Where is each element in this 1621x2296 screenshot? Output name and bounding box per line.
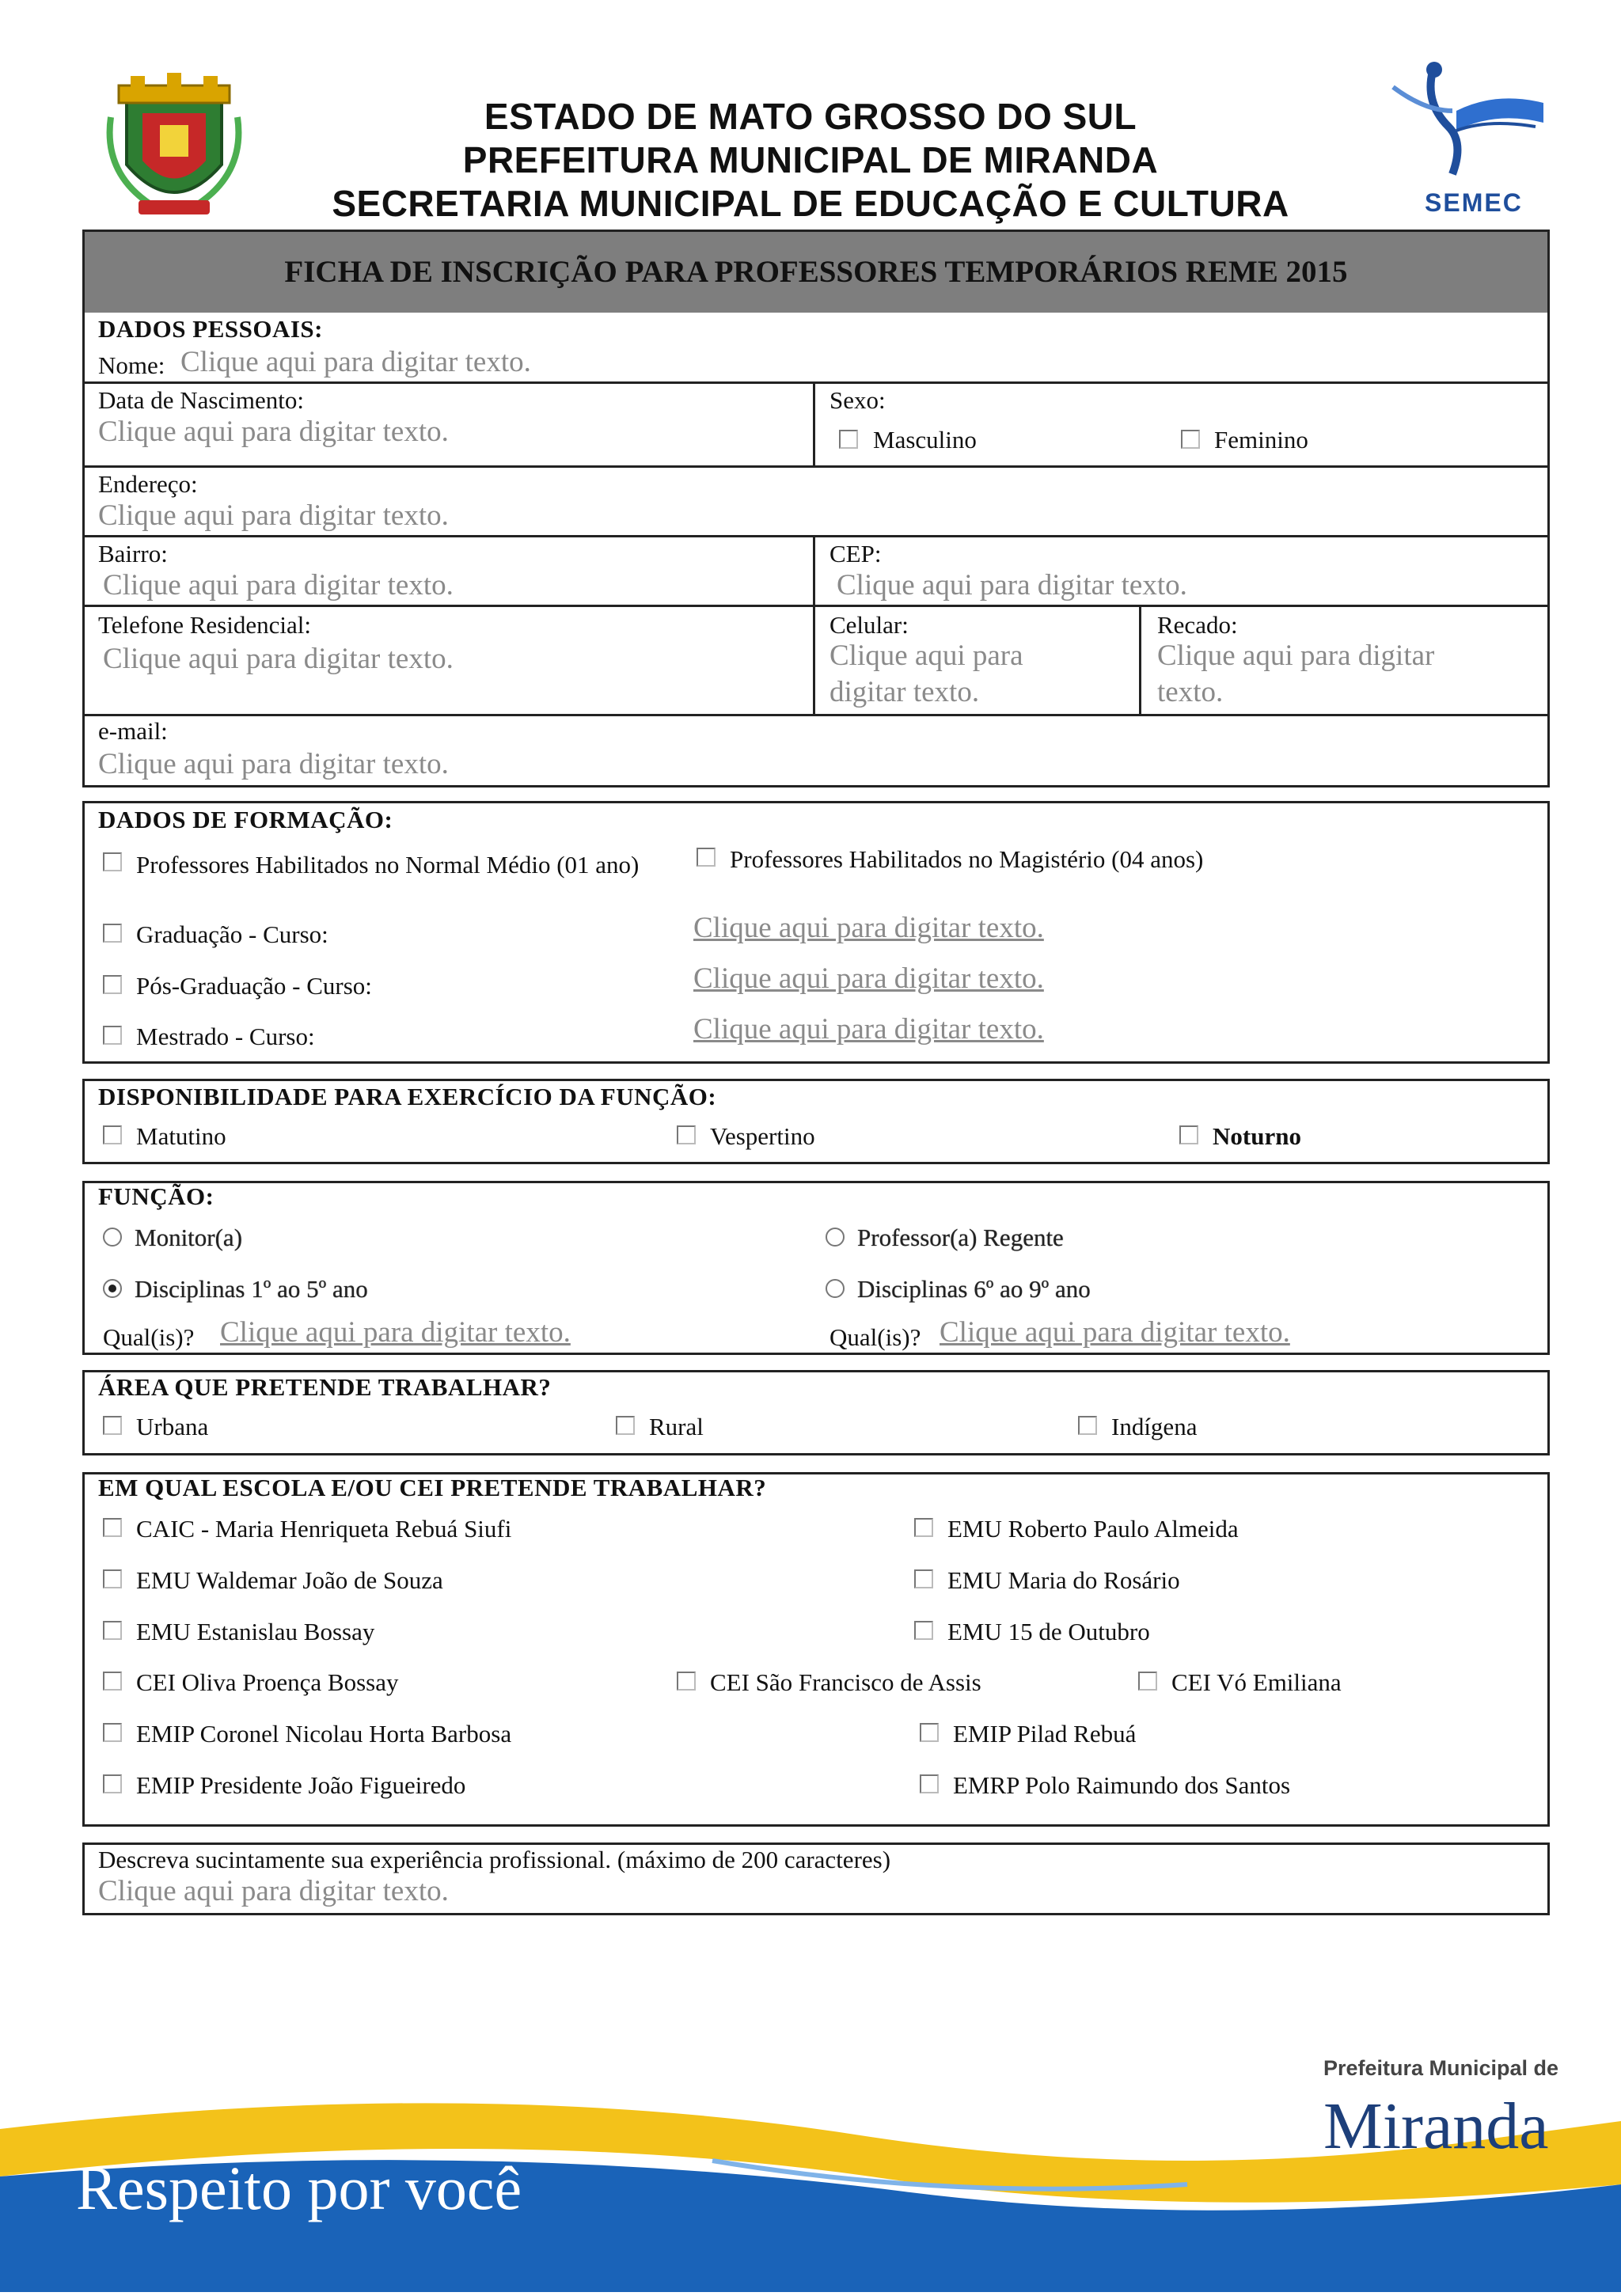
matutino-checkbox[interactable]	[103, 1125, 122, 1144]
school-label: EMU Waldemar João de Souza	[136, 1566, 443, 1594]
vespertino-label: Vespertino	[710, 1122, 815, 1150]
nome-input[interactable]: Clique aqui para digitar texto.	[180, 346, 531, 378]
mestrado-label: Mestrado - Curso:	[136, 1023, 315, 1050]
feminino-checkbox[interactable]	[1181, 430, 1200, 449]
regente-label: Professor(a) Regente	[857, 1224, 1064, 1251]
graduacao-label: Graduação - Curso:	[136, 920, 328, 948]
personal-data-heading: DADOS PESSOAIS:	[98, 315, 323, 343]
school-label: CAIC - Maria Henriqueta Rebuá Siufi	[136, 1515, 512, 1543]
form-title: FICHA DE INSCRIÇÃO PARA PROFESSORES TEMPORÁRIOS REME 2015	[284, 255, 1348, 289]
quais-label-left: Qual(is)?	[103, 1323, 195, 1351]
recado-input-line2[interactable]: texto.	[1157, 676, 1224, 708]
masculino-label: Masculino	[873, 426, 977, 454]
school-label: CEI Vó Emiliana	[1171, 1668, 1342, 1696]
school-checkbox[interactable]	[920, 1774, 939, 1793]
education-heading: DADOS DE FORMAÇÃO:	[98, 806, 393, 833]
quais-label-right: Qual(is)?	[829, 1323, 921, 1351]
school-checkbox[interactable]	[914, 1569, 933, 1588]
school-label: CEI São Francisco de Assis	[710, 1668, 981, 1696]
school-checkbox[interactable]	[103, 1569, 122, 1588]
sexo-label: Sexo:	[829, 386, 886, 414]
normal-medio-label: Professores Habilitados no Normal Médio (01 ano)	[136, 851, 640, 879]
recado-label: Recado:	[1157, 611, 1238, 639]
footer-miranda: Miranda	[1323, 2089, 1549, 2163]
header-secretaria: SECRETARIA MUNICIPAL DE EDUCAÇÃO E CULTURA	[332, 183, 1289, 224]
pos-graduacao-label: Pós-Graduação - Curso:	[136, 972, 372, 1000]
form-title-bar	[82, 230, 1550, 315]
endereco-label: Endereço:	[98, 470, 198, 498]
email-label: e-mail:	[98, 717, 168, 745]
quais-input-right[interactable]: Clique aqui para digitar texto.	[940, 1316, 1290, 1349]
disciplinas-1-5-radio[interactable]	[103, 1279, 122, 1298]
school-checkbox[interactable]	[103, 1774, 122, 1793]
disciplinas-1-5-label: Disciplinas 1º ao 5º ano	[135, 1275, 368, 1303]
matutino-label: Matutino	[136, 1122, 226, 1150]
endereco-input[interactable]: Clique aqui para digitar texto.	[98, 499, 449, 532]
school-label: EMU Maria do Rosário	[947, 1566, 1180, 1594]
school-heading: EM QUAL ESCOLA E/OU CEI PRETENDE TRABALHAR?	[98, 1474, 767, 1501]
nascimento-input[interactable]: Clique aqui para digitar texto.	[98, 416, 449, 448]
experience-label: Descreva sucintamente sua experiência profissional. (máximo de 200 caracteres)	[98, 1846, 891, 1873]
regente-radio[interactable]	[826, 1228, 845, 1247]
indigena-checkbox[interactable]	[1078, 1416, 1097, 1435]
bairro-label: Bairro:	[98, 540, 168, 567]
feminino-label: Feminino	[1214, 426, 1308, 454]
magisterio-label: Professores Habilitados no Magistério (04 anos)	[730, 845, 1204, 873]
school-checkbox[interactable]	[914, 1621, 933, 1640]
school-label: EMIP Presidente João Figueiredo	[136, 1771, 466, 1799]
monitor-radio[interactable]	[103, 1228, 122, 1247]
indigena-label: Indígena	[1111, 1413, 1198, 1440]
celular-input-line1[interactable]: Clique aqui para	[829, 639, 1023, 672]
noturno-checkbox[interactable]	[1179, 1125, 1198, 1144]
school-checkbox[interactable]	[103, 1723, 122, 1742]
vespertino-checkbox[interactable]	[677, 1125, 696, 1144]
footer-prefeitura: Prefeitura Municipal de	[1323, 2056, 1559, 2080]
school-label: EMIP Coronel Nicolau Horta Barbosa	[136, 1720, 512, 1748]
school-checkbox[interactable]	[914, 1518, 933, 1537]
masculino-checkbox[interactable]	[839, 430, 858, 449]
nascimento-label: Data de Nascimento:	[98, 386, 304, 414]
footer-banner	[0, 2026, 1621, 2292]
school-checkbox[interactable]	[920, 1723, 939, 1742]
mestrado-input[interactable]: Clique aqui para digitar texto.	[693, 1013, 1044, 1046]
personal-data-section	[82, 313, 1550, 787]
header-prefeitura: PREFEITURA MUNICIPAL DE MIRANDA	[462, 139, 1159, 180]
school-checkbox[interactable]	[1138, 1672, 1157, 1691]
noturno-label: Noturno	[1213, 1122, 1301, 1150]
pos-graduacao-checkbox[interactable]	[103, 975, 122, 994]
nome-label: Nome:	[98, 351, 165, 379]
school-label: EMIP Pilad Rebuá	[953, 1720, 1137, 1748]
telefone-input[interactable]: Clique aqui para digitar texto.	[103, 643, 454, 675]
rural-label: Rural	[649, 1413, 704, 1440]
experience-input[interactable]: Clique aqui para digitar texto.	[98, 1875, 449, 1907]
pos-graduacao-input[interactable]: Clique aqui para digitar texto.	[693, 962, 1044, 995]
urbana-label: Urbana	[136, 1413, 209, 1440]
graduacao-checkbox[interactable]	[103, 924, 122, 943]
school-checkbox[interactable]	[103, 1518, 122, 1537]
semec-logo	[1377, 55, 1559, 222]
header-state: ESTADO DE MATO GROSSO DO SUL	[484, 96, 1137, 137]
normal-medio-checkbox[interactable]	[103, 852, 122, 871]
graduacao-input[interactable]: Clique aqui para digitar texto.	[693, 912, 1044, 944]
school-label: EMU Estanislau Bossay	[136, 1618, 375, 1645]
rural-checkbox[interactable]	[616, 1416, 635, 1435]
availability-heading: DISPONIBILIDADE PARA EXERCÍCIO DA FUNÇÃO:	[98, 1083, 717, 1110]
telefone-label: Telefone Residencial:	[98, 611, 311, 639]
semec-logo-text: SEMEC	[1425, 188, 1523, 217]
footer-slogan: Respeito por você	[76, 2154, 522, 2222]
quais-input-left[interactable]: Clique aqui para digitar texto.	[220, 1316, 571, 1349]
monitor-label: Monitor(a)	[135, 1224, 243, 1251]
school-label: CEI Oliva Proença Bossay	[136, 1668, 399, 1696]
function-heading: FUNÇÃO:	[98, 1182, 214, 1210]
cep-label: CEP:	[829, 540, 882, 567]
school-checkbox[interactable]	[103, 1672, 122, 1691]
school-checkbox[interactable]	[103, 1621, 122, 1640]
magisterio-checkbox[interactable]	[697, 848, 716, 867]
disciplinas-6-9-label: Disciplinas 6º ao 9º ano	[857, 1275, 1091, 1303]
school-checkbox[interactable]	[677, 1672, 696, 1691]
urbana-checkbox[interactable]	[103, 1416, 122, 1435]
school-label: EMU Roberto Paulo Almeida	[947, 1515, 1239, 1543]
mestrado-checkbox[interactable]	[103, 1026, 122, 1045]
school-label: EMU 15 de Outubro	[947, 1618, 1150, 1645]
bairro-input[interactable]: Clique aqui para digitar texto.	[103, 569, 454, 602]
email-input[interactable]: Clique aqui para digitar texto.	[98, 748, 449, 780]
disciplinas-6-9-radio[interactable]	[826, 1279, 845, 1298]
recado-input-line1[interactable]: Clique aqui para digitar	[1157, 639, 1435, 672]
celular-input-line2[interactable]: digitar texto.	[829, 676, 980, 708]
area-heading: ÁREA QUE PRETENDE TRABALHAR?	[98, 1373, 552, 1401]
cep-input[interactable]: Clique aqui para digitar texto.	[837, 569, 1187, 602]
school-label: EMRP Polo Raimundo dos Santos	[953, 1771, 1291, 1799]
celular-label: Celular:	[829, 611, 909, 639]
